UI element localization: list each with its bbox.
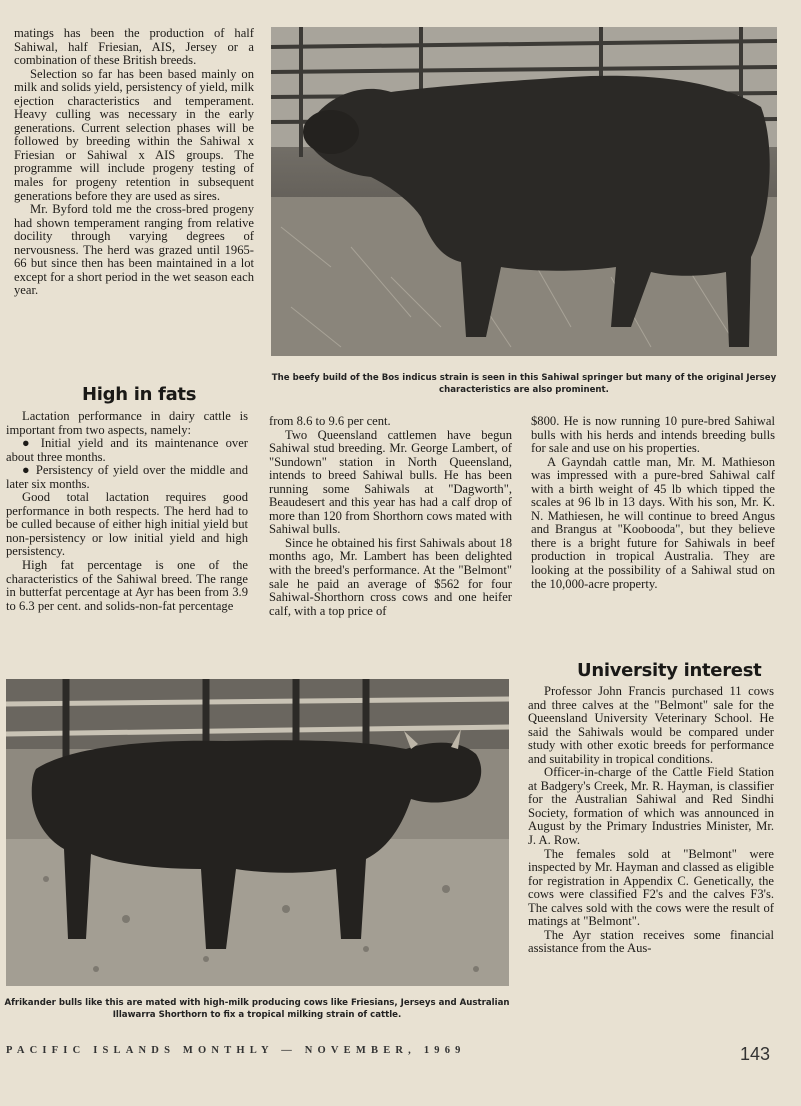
sahiwal-photo-illustration: [271, 27, 777, 356]
top-left-column: [14, 27, 254, 298]
middle-column: [269, 415, 512, 618]
afrikander-bull-photo: [6, 679, 509, 986]
paragraph: $800. He is now running 10 pure-bred Sahiwal bulls with his herds and intends breeding bulls for sale and use on his properties.: [531, 414, 775, 456]
paragraph: High fat percentage is one of the characteristics of the Sahiwal breed. The range in butterfat percentage at Ayr has been from 3.9 to 6.3 per cent. and solids-non-fat percentage: [6, 558, 248, 613]
section-heading-high-in-fats: High in fats: [82, 384, 197, 405]
right-column: [531, 415, 775, 591]
paragraph: The females sold at "Belmont" were inspected by Mr. Hayman and classed as eligible for registration in Appendix C. Genetically, the cows were classified F2's and the calves F3's. The calves sold with the cows were the result of matings at "Belmont".: [528, 846, 774, 929]
paragraph: matings has been the production of half Sahiwal, half Friesian, AIS, Jersey or a combination of these British breeds.: [14, 26, 254, 68]
bullet-item: ● Initial yield and its maintenance over about three months.: [6, 436, 248, 464]
paragraph: Two Queensland cattlemen have begun Sahiwal stud breeding. Mr. George Lambert, of "Sundown" station in North Queensland, intends to breed Sahiwal bulls. He has been running some Sahiwals at "Dagworth", Beaudesert and this year has had a calf drop of more than 120 from Shorthorn cows mated with Sahiwal bulls.: [269, 427, 512, 537]
paragraph: The Ayr station receives some financial assistance from the Aus-: [528, 927, 774, 956]
paragraph: Since he obtained his first Sahiwals about 18 months ago, Mr. Lambert has been delighted with the breed's performance. At the "Belmont" sale he paid an average of $562 for four Sahiwal-Shorthorn cross cows and one heifer calf, with a top price of: [269, 535, 512, 618]
paragraph: Officer-in-charge of the Cattle Field Station at Badgery's Creek, Mr. R. Hayman, is classifier for the Australian Sahiwal and Red Sindhi Society, formation of which was announced in August by the Primary Industries Minister, Mr. J. A. Row.: [528, 765, 774, 848]
university-interest-column: [528, 685, 774, 956]
top-photo-caption: The beefy build of the Bos indicus strain is seen in this Sahiwal springer but many of the original Jersey characteristics are also prominent.: [271, 373, 777, 395]
publication-footer: PACIFIC ISLANDS MONTHLY — NOVEMBER, 1969: [6, 1045, 466, 1056]
paragraph: Lactation performance in dairy cattle is important from two aspects, namely:: [6, 409, 248, 437]
sahiwal-springer-photo: [271, 27, 777, 356]
page-number: 143: [740, 1044, 771, 1064]
section-heading-university-interest: University interest: [577, 660, 762, 681]
afrikander-photo-illustration: [6, 679, 509, 986]
paragraph: Good total lactation requires good performance in both respects. The herd had to be culled because of either high initial yield but non-persistency or low initial yield and high persistency.: [6, 490, 248, 559]
paragraph: Professor John Francis purchased 11 cows and three calves at the "Belmont" sale for the Queensland University Veterinary School. He said the Sahiwals would be compared under study with other exotic breeds for performance and suitability in tropical conditions.: [528, 684, 774, 766]
bullet-item: ● Persistency of yield over the middle and later six months.: [6, 463, 248, 491]
paragraph: Selection so far has been based mainly on milk and solids yield, persistency of yield, milk ejection characteristics and temperament. Heavy culling was necessary in the early generations. Current selection phases will be followed by breeding within the Sahiwal x Friesian or Sahiwal x AIS groups. The programme will include progeny testing of males for progeny retention in subsequent generations before they are used as sires.: [14, 66, 254, 203]
paragraph: A Gayndah cattle man, Mr. M. Mathieson was impressed with a pure-bred Sahiwal calf with a birth weight of 45 lb which tipped the scales at 96 lb in 13 days. With his son, Mr. K. N. Mathiesen, he will continue to breed Angus and Brangus at "Koobooda", but they believe there is a bright future for Sahiwals in beef production in tropical Australia. They are looking at the possibility of a Sahiwal stud on the 10,000-acre property.: [531, 454, 775, 591]
paragraph: Mr. Byford told me the cross-bred progeny had shown temperament ranging from relative docility through varying degrees of nervousness. The herd was grazed until 1965-66 but since then has been maintained in a lot except for a short period in the wet season each year.: [14, 202, 254, 298]
paragraph: from 8.6 to 9.6 per cent.: [269, 414, 391, 428]
high-in-fats-column: [6, 410, 248, 613]
bottom-photo-caption: Afrikander bulls like this are mated with high-milk producing cows like Friesians, Jerseys and Australian Illawarra Shorthorn to fix a tropical milking strain of cattle.: [4, 998, 510, 1020]
